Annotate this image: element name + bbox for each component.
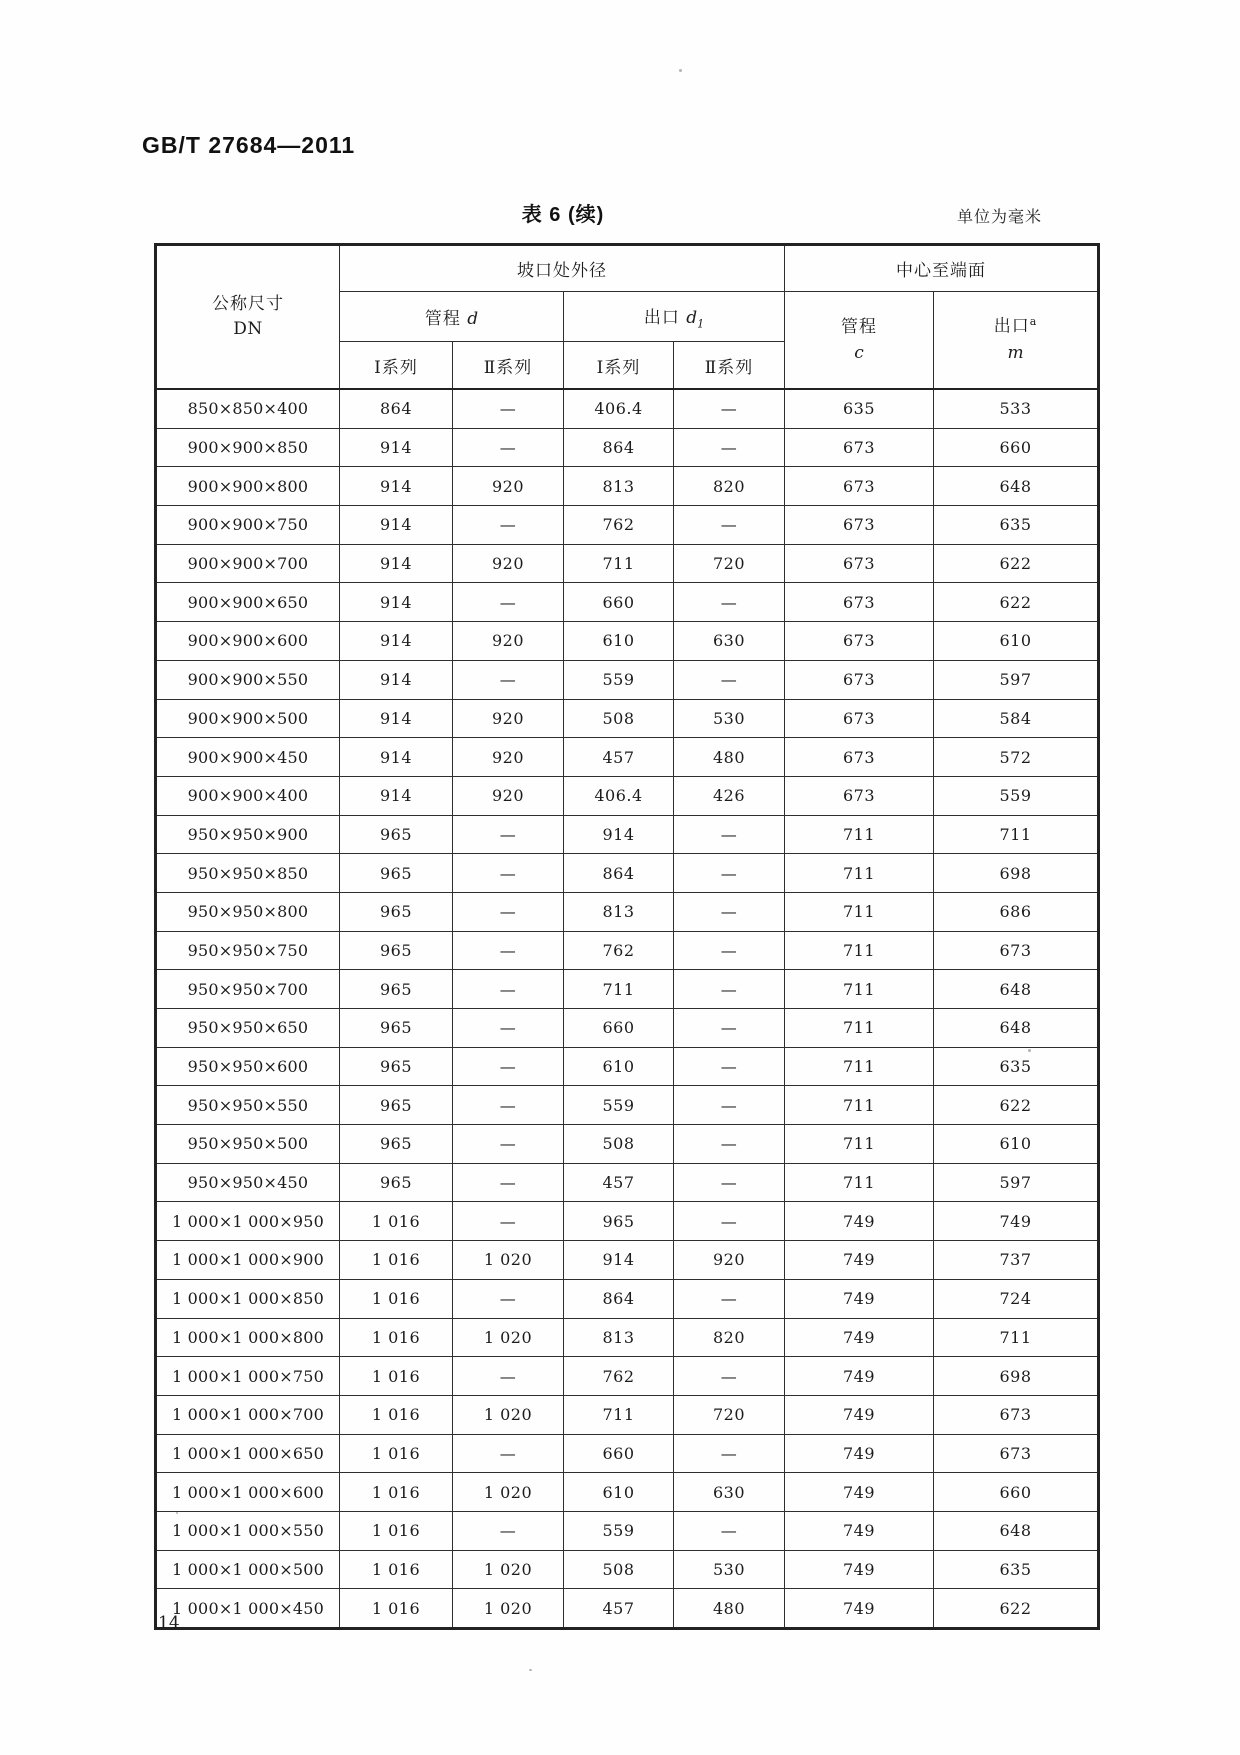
- table-row: [156, 854, 1099, 893]
- d1-series1-cell: 813: [564, 467, 674, 506]
- d1-series2-cell: —: [674, 892, 785, 931]
- d-series2-cell: 920: [453, 467, 564, 506]
- d1-series1-cell: 711: [564, 970, 674, 1009]
- d-series1-cell: 864: [340, 389, 453, 428]
- d-series1-cell: 965: [340, 854, 453, 893]
- header-row-groups: [156, 245, 1099, 292]
- m-cell: 635: [934, 1047, 1099, 1086]
- d-series2-cell: 1 020: [453, 1241, 564, 1280]
- scan-speckle: [529, 1669, 532, 1671]
- m-cell: 622: [934, 583, 1099, 622]
- d-series1-cell: 965: [340, 1163, 453, 1202]
- d-series2-cell: —: [453, 931, 564, 970]
- dn-cell: 1 000×1 000×550: [156, 1511, 340, 1550]
- d1-series2-cell: 630: [674, 622, 785, 661]
- d1-series1-cell: 559: [564, 1511, 674, 1550]
- m-cell: 749: [934, 1202, 1099, 1241]
- c-cell: 749: [785, 1550, 934, 1589]
- d1-series1-cell: 914: [564, 1241, 674, 1280]
- table-row: [156, 428, 1099, 467]
- footnote-marker: a: [1029, 315, 1038, 329]
- d-series1-cell: 914: [340, 544, 453, 583]
- m-cell: 559: [934, 776, 1099, 815]
- m-cell: 673: [934, 1395, 1099, 1434]
- d1-series1-cell: 508: [564, 699, 674, 738]
- d-series2-cell: 1 020: [453, 1550, 564, 1589]
- d1-series2-cell: 820: [674, 1318, 785, 1357]
- dn-cell: 950×950×850: [156, 854, 340, 893]
- d1-series2-cell: 530: [674, 699, 785, 738]
- d-series2-cell: —: [453, 1163, 564, 1202]
- d-series1-cell: 965: [340, 1047, 453, 1086]
- d-series1-cell: 1 016: [340, 1279, 453, 1318]
- table-row: [156, 1550, 1099, 1589]
- d-series1-cell: 914: [340, 622, 453, 661]
- header-dn-label: DN: [233, 319, 263, 339]
- d1-series2-cell: —: [674, 1163, 785, 1202]
- d1-series1-cell: 660: [564, 1009, 674, 1048]
- d1-series1-cell: 406.4: [564, 389, 674, 428]
- table-row: [156, 1279, 1099, 1318]
- table-row: [156, 699, 1099, 738]
- d-series2-cell: —: [453, 583, 564, 622]
- m-cell: 648: [934, 1009, 1099, 1048]
- table-row: [156, 1202, 1099, 1241]
- dn-cell: 1 000×1 000×450: [156, 1589, 340, 1629]
- table-header: [156, 245, 1099, 390]
- c-cell: 749: [785, 1357, 934, 1396]
- d-series2-cell: —: [453, 970, 564, 1009]
- m-cell: 648: [934, 1511, 1099, 1550]
- d-series1-cell: 1 016: [340, 1550, 453, 1589]
- m-cell: 698: [934, 854, 1099, 893]
- d1-series2-cell: —: [674, 1047, 785, 1086]
- dn-cell: 950×950×500: [156, 1125, 340, 1164]
- table-row: [156, 1395, 1099, 1434]
- d-series2-cell: —: [453, 1357, 564, 1396]
- dn-cell: 900×900×800: [156, 467, 340, 506]
- c-cell: 749: [785, 1434, 934, 1473]
- d1-series2-cell: 530: [674, 1550, 785, 1589]
- d-series1-cell: 914: [340, 583, 453, 622]
- dn-cell: 950×950×800: [156, 892, 340, 931]
- dimension-table: [154, 243, 1100, 1630]
- c-cell: 673: [785, 738, 934, 777]
- d-series2-cell: 920: [453, 776, 564, 815]
- c-cell: 711: [785, 931, 934, 970]
- dn-cell: 950×950×650: [156, 1009, 340, 1048]
- tube-run-label: 管程: [424, 309, 461, 329]
- dn-cell: 950×950×750: [156, 931, 340, 970]
- var-d: d: [467, 309, 479, 329]
- var-d1: [686, 307, 705, 331]
- c-cell: 749: [785, 1511, 934, 1550]
- table-row: [156, 738, 1099, 777]
- dn-cell: 900×900×750: [156, 506, 340, 545]
- d-series2-cell: 1 020: [453, 1318, 564, 1357]
- m-cell: 711: [934, 815, 1099, 854]
- m-cell: 610: [934, 622, 1099, 661]
- d-series1-cell: 914: [340, 699, 453, 738]
- d1-series2-cell: 630: [674, 1473, 785, 1512]
- m-cell: 635: [934, 1550, 1099, 1589]
- d1-series1-cell: 610: [564, 622, 674, 661]
- d1-series2-cell: 920: [674, 1241, 785, 1280]
- d-series2-cell: —: [453, 1047, 564, 1086]
- d-series2-cell: 1 020: [453, 1473, 564, 1512]
- table-row: [156, 467, 1099, 506]
- table-row: [156, 1125, 1099, 1164]
- c-cell: 711: [785, 970, 934, 1009]
- d-series1-cell: 1 016: [340, 1202, 453, 1241]
- header-bevel-od: 坡口处外径: [340, 245, 785, 292]
- center-tube-run-label: 管程: [841, 316, 877, 337]
- d1-series1-cell: 559: [564, 660, 674, 699]
- c-cell: 711: [785, 854, 934, 893]
- d-series2-cell: —: [453, 506, 564, 545]
- d-series1-cell: 965: [340, 970, 453, 1009]
- dn-cell: 1 000×1 000×600: [156, 1473, 340, 1512]
- d-series2-cell: 920: [453, 699, 564, 738]
- c-cell: 673: [785, 622, 934, 661]
- d-series2-cell: 920: [453, 622, 564, 661]
- m-cell: 711: [934, 1318, 1099, 1357]
- scan-speckle: [1028, 1049, 1031, 1052]
- m-cell: 622: [934, 1589, 1099, 1629]
- scan-speckle: [176, 1512, 178, 1514]
- d1-series2-cell: —: [674, 815, 785, 854]
- d-series2-cell: 1 020: [453, 1395, 564, 1434]
- d-series2-cell: —: [453, 1086, 564, 1125]
- m-cell: 673: [934, 931, 1099, 970]
- c-cell: 711: [785, 1163, 934, 1202]
- d1-series2-cell: —: [674, 1009, 785, 1048]
- table-row: [156, 1434, 1099, 1473]
- header-nominal-size: [156, 245, 340, 390]
- dn-cell: 900×900×650: [156, 583, 340, 622]
- m-cell: 648: [934, 467, 1099, 506]
- d1-series1-cell: 508: [564, 1550, 674, 1589]
- m-cell: 597: [934, 660, 1099, 699]
- table-row: [156, 1047, 1099, 1086]
- d1-series2-cell: —: [674, 1357, 785, 1396]
- var-c: c: [854, 343, 864, 363]
- dn-cell: 900×900×700: [156, 544, 340, 583]
- d1-series1-cell: 864: [564, 854, 674, 893]
- table-row: [156, 1357, 1099, 1396]
- d1-series1-cell: 660: [564, 583, 674, 622]
- d1-series1-cell: 406.4: [564, 776, 674, 815]
- d1-series1-cell: 762: [564, 1357, 674, 1396]
- table-row: [156, 660, 1099, 699]
- table-row: [156, 1009, 1099, 1048]
- table-row: [156, 1318, 1099, 1357]
- table-row: [156, 1473, 1099, 1512]
- m-cell: 622: [934, 544, 1099, 583]
- d-series2-cell: —: [453, 1009, 564, 1048]
- c-cell: 673: [785, 660, 934, 699]
- c-cell: 673: [785, 467, 934, 506]
- dn-cell: 1 000×1 000×750: [156, 1357, 340, 1396]
- c-cell: 673: [785, 544, 934, 583]
- header-d1-series-2: Ⅱ系列: [674, 342, 785, 390]
- d-series1-cell: 1 016: [340, 1589, 453, 1629]
- dn-cell: 950×950×900: [156, 815, 340, 854]
- d1-series1-cell: 813: [564, 892, 674, 931]
- d1-series2-cell: —: [674, 660, 785, 699]
- dn-cell: 900×900×500: [156, 699, 340, 738]
- c-cell: 749: [785, 1318, 934, 1357]
- dn-cell: 900×900×600: [156, 622, 340, 661]
- d1-series1-cell: 762: [564, 931, 674, 970]
- d-series2-cell: —: [453, 892, 564, 931]
- d1-series2-cell: —: [674, 389, 785, 428]
- dn-cell: 950×950×700: [156, 970, 340, 1009]
- header-d-series-1: Ⅰ系列: [340, 342, 453, 390]
- c-cell: 673: [785, 699, 934, 738]
- m-cell: 660: [934, 1473, 1099, 1512]
- m-cell: 724: [934, 1279, 1099, 1318]
- d1-series2-cell: —: [674, 1202, 785, 1241]
- d-series2-cell: 920: [453, 738, 564, 777]
- c-cell: 749: [785, 1589, 934, 1629]
- c-cell: 749: [785, 1202, 934, 1241]
- d-series2-cell: 920: [453, 544, 564, 583]
- d1-series2-cell: 480: [674, 738, 785, 777]
- table-body: [156, 389, 1099, 1629]
- m-cell: 673: [934, 1434, 1099, 1473]
- d-series1-cell: 1 016: [340, 1357, 453, 1396]
- c-cell: 749: [785, 1473, 934, 1512]
- c-cell: 673: [785, 428, 934, 467]
- dn-cell: 900×900×450: [156, 738, 340, 777]
- d1-series2-cell: —: [674, 1279, 785, 1318]
- header-center-tube-run-c: [785, 292, 934, 390]
- dn-cell: 900×900×850: [156, 428, 340, 467]
- c-cell: 711: [785, 892, 934, 931]
- d-series1-cell: 1 016: [340, 1473, 453, 1512]
- table-row: [156, 776, 1099, 815]
- d1-series2-cell: 720: [674, 544, 785, 583]
- c-cell: 749: [785, 1241, 934, 1280]
- d-series2-cell: —: [453, 1279, 564, 1318]
- d1-series1-cell: 610: [564, 1473, 674, 1512]
- d1-series2-cell: —: [674, 931, 785, 970]
- m-cell: 698: [934, 1357, 1099, 1396]
- header-center-to-end: 中心至端面: [785, 245, 1099, 292]
- m-cell: 635: [934, 506, 1099, 545]
- m-cell: 622: [934, 1086, 1099, 1125]
- c-cell: 711: [785, 1125, 934, 1164]
- d1-series2-cell: 820: [674, 467, 785, 506]
- d1-series2-cell: —: [674, 1511, 785, 1550]
- table-row: [156, 1589, 1099, 1629]
- d1-series2-cell: —: [674, 1125, 785, 1164]
- dn-cell: 950×950×550: [156, 1086, 340, 1125]
- m-cell: 737: [934, 1241, 1099, 1280]
- table-row: [156, 892, 1099, 931]
- d-series2-cell: —: [453, 854, 564, 893]
- d-series1-cell: 914: [340, 506, 453, 545]
- header-center-outlet-m: [934, 292, 1099, 390]
- table-row: [156, 583, 1099, 622]
- standard-number: GB/T 27684—2011: [142, 132, 356, 158]
- d-series2-cell: —: [453, 1434, 564, 1473]
- var-d1-sub: 1: [697, 317, 705, 331]
- dn-cell: 900×900×550: [156, 660, 340, 699]
- dn-cell: 1 000×1 000×800: [156, 1318, 340, 1357]
- d1-series1-cell: 457: [564, 1163, 674, 1202]
- d-series1-cell: 914: [340, 738, 453, 777]
- d-series1-cell: 1 016: [340, 1241, 453, 1280]
- dn-cell: 1 000×1 000×500: [156, 1550, 340, 1589]
- d1-series1-cell: 559: [564, 1086, 674, 1125]
- c-cell: 711: [785, 815, 934, 854]
- d1-series1-cell: 660: [564, 1434, 674, 1473]
- table-row: [156, 1511, 1099, 1550]
- dn-cell: 1 000×1 000×700: [156, 1395, 340, 1434]
- d-series1-cell: 965: [340, 1009, 453, 1048]
- center-outlet-label: 出口: [993, 316, 1030, 337]
- d-series1-cell: 965: [340, 931, 453, 970]
- table-row: [156, 1163, 1099, 1202]
- dn-cell: 1 000×1 000×900: [156, 1241, 340, 1280]
- d-series1-cell: 914: [340, 776, 453, 815]
- table-row: [156, 389, 1099, 428]
- m-cell: 648: [934, 970, 1099, 1009]
- d1-series2-cell: —: [674, 970, 785, 1009]
- d-series2-cell: —: [453, 1125, 564, 1164]
- dn-cell: 850×850×400: [156, 389, 340, 428]
- d-series2-cell: —: [453, 815, 564, 854]
- d-series1-cell: 965: [340, 892, 453, 931]
- var-d1-base: d: [686, 307, 698, 328]
- d1-series1-cell: 508: [564, 1125, 674, 1164]
- var-m: m: [1007, 343, 1024, 364]
- d-series1-cell: 914: [340, 660, 453, 699]
- d-series1-cell: 914: [340, 467, 453, 506]
- d1-series1-cell: 457: [564, 1589, 674, 1629]
- d-series1-cell: 965: [340, 815, 453, 854]
- d1-series1-cell: 762: [564, 506, 674, 545]
- d1-series1-cell: 711: [564, 1395, 674, 1434]
- d1-series1-cell: 965: [564, 1202, 674, 1241]
- c-cell: 749: [785, 1279, 934, 1318]
- c-cell: 711: [785, 1047, 934, 1086]
- m-cell: 610: [934, 1125, 1099, 1164]
- d1-series1-cell: 864: [564, 1279, 674, 1318]
- m-cell: 533: [934, 389, 1099, 428]
- d-series1-cell: 1 016: [340, 1511, 453, 1550]
- dn-cell: 1 000×1 000×850: [156, 1279, 340, 1318]
- header-d-series-2: Ⅱ系列: [453, 342, 564, 390]
- d1-series2-cell: —: [674, 583, 785, 622]
- d1-series1-cell: 610: [564, 1047, 674, 1086]
- d1-series2-cell: —: [674, 854, 785, 893]
- d1-series1-cell: 813: [564, 1318, 674, 1357]
- dn-cell: 1 000×1 000×650: [156, 1434, 340, 1473]
- d1-series2-cell: —: [674, 506, 785, 545]
- d1-series1-cell: 457: [564, 738, 674, 777]
- c-cell: 711: [785, 1009, 934, 1048]
- m-cell: 584: [934, 699, 1099, 738]
- d1-series1-cell: 864: [564, 428, 674, 467]
- dn-cell: 950×950×450: [156, 1163, 340, 1202]
- c-cell: 711: [785, 1086, 934, 1125]
- m-cell: 686: [934, 892, 1099, 931]
- c-cell: 673: [785, 776, 934, 815]
- table-row: [156, 1086, 1099, 1125]
- c-cell: 635: [785, 389, 934, 428]
- d-series1-cell: 1 016: [340, 1318, 453, 1357]
- c-cell: 673: [785, 583, 934, 622]
- table-row: [156, 544, 1099, 583]
- table-row: [156, 931, 1099, 970]
- d-series2-cell: —: [453, 1511, 564, 1550]
- m-cell: 660: [934, 428, 1099, 467]
- d1-series2-cell: —: [674, 428, 785, 467]
- d-series2-cell: 1 020: [453, 1589, 564, 1629]
- d1-series1-cell: 711: [564, 544, 674, 583]
- table-title: 表 6 (续): [521, 204, 605, 226]
- c-cell: 749: [785, 1395, 934, 1434]
- header-nominal-size-label: 公称尺寸: [212, 293, 284, 314]
- header-tube-run-d: [340, 292, 564, 342]
- header-outlet-d1: [564, 292, 785, 342]
- d1-series2-cell: 720: [674, 1395, 785, 1434]
- header-d1-series-1: Ⅰ系列: [564, 342, 674, 390]
- page-number: 14: [158, 1613, 180, 1633]
- d-series2-cell: —: [453, 1202, 564, 1241]
- unit-note: 单位为毫米: [956, 207, 1042, 226]
- d-series2-cell: —: [453, 389, 564, 428]
- d-series2-cell: —: [453, 660, 564, 699]
- c-cell: 673: [785, 506, 934, 545]
- d-series1-cell: 1 016: [340, 1395, 453, 1434]
- d1-series2-cell: —: [674, 1434, 785, 1473]
- table-row: [156, 506, 1099, 545]
- dn-cell: 900×900×400: [156, 776, 340, 815]
- d1-series2-cell: 426: [674, 776, 785, 815]
- d1-series2-cell: 480: [674, 1589, 785, 1629]
- m-cell: 572: [934, 738, 1099, 777]
- m-cell: 597: [934, 1163, 1099, 1202]
- outlet-label: 出口: [643, 307, 680, 328]
- scan-speckle: [679, 69, 682, 72]
- d1-series2-cell: —: [674, 1086, 785, 1125]
- d-series1-cell: 914: [340, 428, 453, 467]
- dn-cell: 1 000×1 000×950: [156, 1202, 340, 1241]
- dn-cell: 950×950×600: [156, 1047, 340, 1086]
- d-series1-cell: 1 016: [340, 1434, 453, 1473]
- table-row: [156, 815, 1099, 854]
- d1-series1-cell: 914: [564, 815, 674, 854]
- table-row: [156, 1241, 1099, 1280]
- d-series1-cell: 965: [340, 1086, 453, 1125]
- table-row: [156, 970, 1099, 1009]
- table-row: [156, 622, 1099, 661]
- d-series1-cell: 965: [340, 1125, 453, 1164]
- d-series2-cell: —: [453, 428, 564, 467]
